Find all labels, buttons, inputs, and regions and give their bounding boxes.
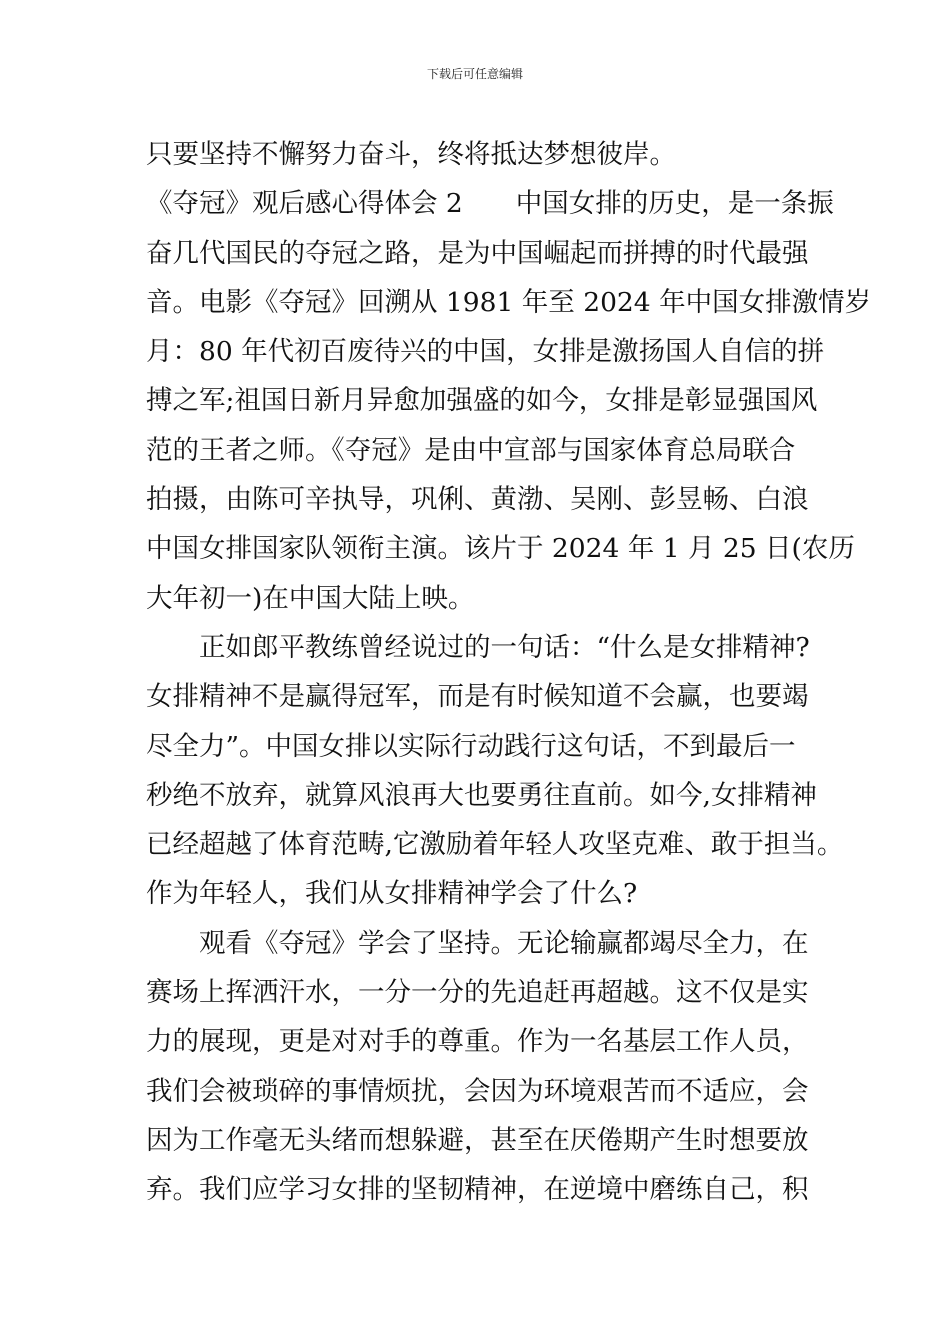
body-line: 因为工作毫无头绪而想躲避，甚至在厌倦期产生时想要放 [146,1124,809,1156]
body-line: 已经超越了体育范畴,它激励着年轻人攻坚克难、敢于担当。 [146,829,844,861]
body-line: 拍摄，由陈可辛执导，巩俐、黄渤、吴刚、彭昱畅、白浪 [146,484,809,516]
body-line: 月：80 年代初百废待兴的中国，女排是激扬国人自信的拼 [146,336,825,368]
body-line: 范的王者之师。《夺冠》是由中宣部与国家体育总局联合 [146,434,796,466]
body-line: 奋几代国民的夺冠之路，是为中国崛起而拼搏的时代最强 [146,237,809,269]
body-line: 音。电影《夺冠》回溯从 1981 年至 2024 年中国女排激情岁 [146,286,872,318]
body-line: 赛场上挥洒汗水，一分一分的先追赶再超越。这不仅是实 [146,977,809,1009]
body-line: 力的展现，更是对对手的尊重。作为一名基层工作人员， [146,1026,809,1058]
body-line: 中国女排国家队领衔主演。该片于 2024 年 1 月 25 日(农历 [146,533,855,565]
document-body [146,130,872,1215]
body-line: 只要坚持不懈努力奋斗，终将抵达梦想彼岸。 [146,139,676,170]
paragraph-start-line: 正如郎平教练曾经说过的一句话：“什么是女排精神? [199,631,810,663]
body-line: 秒绝不放弃，就算风浪再大也要勇往直前。如今,女排精神 [146,779,817,811]
body-line: 大年初一)在中国大陆上映。 [146,582,475,614]
body-line: 我们会被琐碎的事情烦扰，会因为环境艰苦而不适应，会 [146,1075,809,1107]
body-line: 女排精神不是赢得冠军，而是有时候知道不会赢，也要竭 [146,681,809,713]
paragraph-start-line: 观看《夺冠》学会了坚持。无论输赢都竭尽全力，在 [199,927,809,959]
body-line: 搏之军;祖国日新月异愈加强盛的如今，女排是彰显强国风 [146,385,818,417]
body-line: 尽全力”。中国女排以实际行动践行这句话，不到最后一 [146,730,796,762]
page-header-note: 下载后可任意编辑 [426,67,523,81]
body-line: 弃。我们应学习女排的坚韧精神，在逆境中磨练自己，积 [146,1174,809,1206]
section-heading-line: 《夺冠》观后感心得体会 2 中国女排的历史，是一条振 [146,188,834,220]
body-line: 作为年轻人，我们从女排精神学会了什么? [146,878,638,910]
